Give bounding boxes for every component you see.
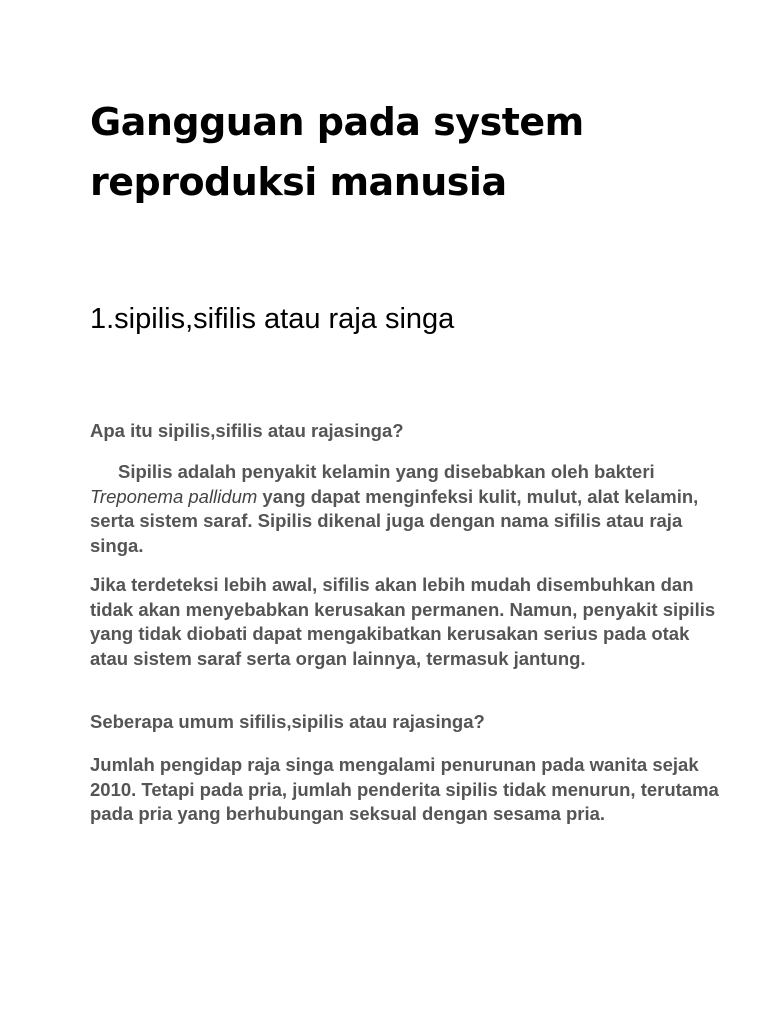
paragraph-1-text-start: Sipilis adalah penyakit kelamin yang disebabkan oleh bakteri bbox=[118, 461, 655, 482]
title-line-2: reproduksi manusia bbox=[90, 160, 507, 204]
title-line-1: Gangguan pada system bbox=[90, 100, 584, 144]
paragraph-1-italic-term: Treponema pallidum bbox=[90, 485, 258, 507]
section-heading: 1.sipilis,sifilis atau raja singa bbox=[90, 303, 455, 335]
document-title bbox=[90, 92, 730, 212]
paragraph-2: Jika terdeteksi lebih awal, sifilis akan lebih mudah disembuhkan dan tidak akan menyebabkan kerusakan permanen. Namun, penyakit sipilis yang tidak diobati dapat mengakibatkan kerusakan serius pada otak atau sistem saraf serta organ lainnya, termasuk jantung. bbox=[90, 574, 716, 669]
paragraph-1 bbox=[90, 460, 730, 558]
question-2: Seberapa umum sifilis,sipilis atau rajasinga? bbox=[90, 711, 485, 732]
paragraph-1-text-end: yang dapat menginfeksi kulit, mulut, alat kelamin, serta sistem saraf. Sipilis dikenal juga dengan nama sifilis atau raja singa. bbox=[90, 485, 699, 556]
question-1: Apa itu sipilis,sifilis atau rajasinga? bbox=[90, 420, 404, 441]
paragraph-3: Jumlah pengidap raja singa mengalami penurunan pada wanita sejak 2010. Tetapi pada pria, jumlah penderita sipilis tidak menurun, terutama pada pria yang berhubungan seksual dengan sesama pria. bbox=[90, 754, 719, 824]
